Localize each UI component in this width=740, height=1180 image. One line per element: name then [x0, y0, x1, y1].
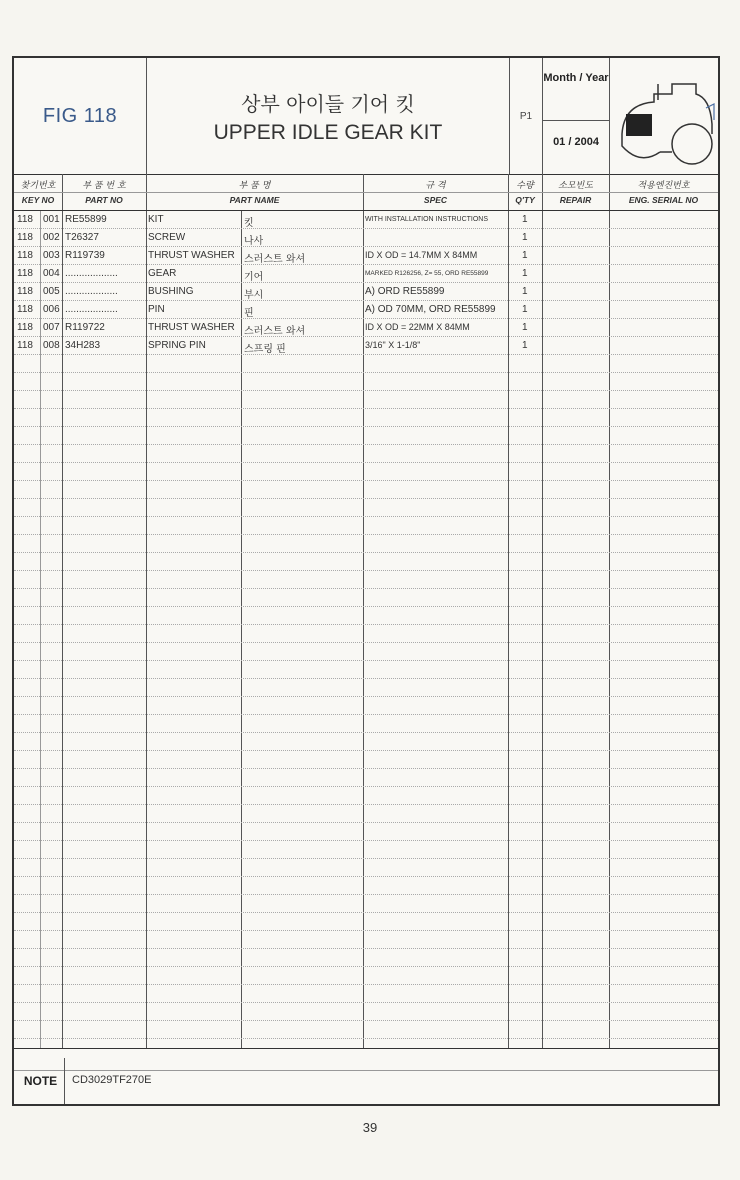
row-rule [14, 804, 718, 805]
row-name-ko: 나사 [244, 236, 264, 247]
col-serial: ENG. SERIAL NO [628, 195, 699, 205]
row-rule [14, 1038, 718, 1039]
row-spec: A) OD 70MM, ORD RE55899 [365, 304, 496, 315]
row-name-ko: 부시 [244, 290, 264, 301]
row-fig: 118 [17, 304, 33, 315]
row-key: 006 [43, 304, 60, 315]
col-spec-ko: 규 격 [425, 181, 446, 191]
row-rule [14, 714, 718, 715]
row-rule [14, 930, 718, 931]
row-name-en: KIT [148, 214, 164, 225]
row-rule [14, 318, 718, 319]
row-rule [14, 984, 718, 985]
row-key: 002 [43, 232, 60, 243]
table-row [14, 301, 718, 319]
row-name-en: THRUST WASHER [148, 322, 235, 333]
col-serial-ko: 적용엔진번호 [637, 181, 690, 191]
row-rule [14, 282, 718, 283]
row-part-no: ................... [65, 268, 118, 279]
table-row [14, 283, 718, 301]
row-rule [14, 264, 718, 265]
row-rule [14, 372, 718, 373]
col-qty: Q'TY [515, 195, 535, 205]
row-fig: 118 [17, 268, 33, 279]
row-rule [14, 642, 718, 643]
row-rule [14, 624, 718, 625]
col-key-no: KEY NO [21, 195, 55, 205]
row-name-ko: 핀 [244, 308, 254, 319]
row-rule [14, 462, 718, 463]
note-value: CD3029TF270E [72, 1074, 152, 1086]
row-rule [14, 516, 718, 517]
row-part-no: R119722 [65, 322, 105, 333]
col-part-no: PART NO [85, 195, 123, 205]
row-key: 008 [43, 340, 60, 351]
col-part-no-ko: 부 품 번 호 [82, 181, 126, 191]
table-row [14, 211, 718, 229]
row-qty: 1 [522, 304, 528, 315]
col-qty-ko: 수량 [516, 181, 534, 191]
row-qty: 1 [522, 286, 528, 297]
row-rule [14, 912, 718, 913]
col-repair-ko: 소모빈도 [558, 181, 593, 191]
title-english: UPPER IDLE GEAR KIT [213, 120, 443, 144]
row-rule [14, 696, 718, 697]
row-qty: 1 [522, 232, 528, 243]
row-fig: 118 [17, 322, 33, 333]
row-fig: 118 [17, 232, 33, 243]
row-fig: 118 [17, 214, 33, 225]
row-spec: WITH INSTALLATION INSTRUCTIONS [365, 216, 489, 223]
row-rule [14, 750, 718, 751]
parts-sheet [12, 56, 720, 1106]
row-rule [14, 534, 718, 535]
table-row [14, 229, 718, 247]
row-rule [14, 228, 718, 229]
table-row [14, 337, 718, 355]
row-name-en: SCREW [148, 232, 186, 243]
col-spec: SPEC [423, 195, 448, 205]
page-number: 39 [362, 1120, 378, 1135]
row-rule [14, 822, 718, 823]
row-name-ko: 스프링 핀 [244, 344, 286, 355]
row-name-en: GEAR [148, 268, 177, 279]
row-rule [14, 426, 718, 427]
month-year-label: Month / Year [543, 72, 609, 84]
row-rule [14, 768, 718, 769]
col-repair: REPAIR [559, 195, 592, 205]
table-row [14, 247, 718, 265]
col-part-name: PART NAME [229, 195, 280, 205]
note-label: NOTE [23, 1074, 58, 1088]
row-rule [14, 480, 718, 481]
row-part-no: R119739 [65, 250, 105, 261]
row-rule [14, 408, 718, 409]
row-key: 007 [43, 322, 60, 333]
figure-number: FIG 118 [42, 104, 118, 127]
row-name-en: BUSHING [148, 286, 194, 297]
row-rule [14, 876, 718, 877]
row-name-ko: 킷 [244, 218, 254, 229]
row-part-no: ................... [65, 304, 118, 315]
row-name-ko: 기어 [244, 272, 264, 283]
row-name-ko: 스러스트 와셔 [244, 326, 306, 337]
tractor-icon [610, 64, 718, 168]
row-part-no: ................... [65, 286, 118, 297]
row-rule [14, 300, 718, 301]
col-part-name-ko: 부 품 명 [238, 181, 271, 191]
row-rule [14, 588, 718, 589]
row-rule [14, 354, 718, 355]
row-rule [14, 786, 718, 787]
row-rule [14, 552, 718, 553]
row-spec: ID X OD = 22MM X 84MM [365, 322, 470, 332]
row-key: 004 [43, 268, 60, 279]
row-name-ko: 스러스트 와셔 [244, 254, 306, 265]
table-row [14, 319, 718, 337]
row-spec: 3/16" X 1-1/8" [365, 340, 421, 350]
row-part-no: RE55899 [65, 214, 107, 225]
row-spec: MARKED R126256, Z= 55, ORD RE55899 [365, 270, 489, 277]
row-rule [14, 246, 718, 247]
row-part-no: T26327 [65, 232, 99, 243]
page-title [147, 58, 509, 174]
table-row [14, 265, 718, 283]
row-name-en: THRUST WASHER [148, 250, 235, 261]
row-rule [14, 1020, 718, 1021]
row-rule [14, 678, 718, 679]
row-rule [14, 390, 718, 391]
row-fig: 118 [17, 286, 33, 297]
row-spec: A) ORD RE55899 [365, 286, 445, 297]
row-rule [14, 948, 718, 949]
row-spec: ID X OD = 14.7MM X 84MM [365, 250, 478, 260]
row-key: 001 [43, 214, 60, 225]
row-key: 005 [43, 286, 60, 297]
row-fig: 118 [17, 250, 33, 261]
row-rule [14, 894, 718, 895]
month-year-value: 01 / 2004 [553, 136, 599, 148]
row-qty: 1 [522, 340, 528, 351]
row-rule [14, 336, 718, 337]
row-qty: 1 [522, 214, 528, 225]
row-rule [14, 606, 718, 607]
row-rule [14, 966, 718, 967]
row-rule [14, 840, 718, 841]
row-qty: 1 [522, 250, 528, 261]
row-name-en: PIN [148, 304, 165, 315]
title-korean: 상부 아이들 기어 킷 [241, 91, 415, 116]
row-rule [14, 1002, 718, 1003]
row-rule [14, 858, 718, 859]
page-code: P1 [519, 110, 533, 122]
row-qty: 1 [522, 322, 528, 333]
col-key-no-ko: 찾기번호 [20, 181, 56, 191]
row-rule [14, 732, 718, 733]
row-part-no: 34H283 [65, 340, 101, 351]
row-name-en: SPRING PIN [148, 340, 206, 351]
row-qty: 1 [522, 268, 528, 279]
row-rule [14, 444, 718, 445]
row-key: 003 [43, 250, 60, 261]
row-rule [14, 570, 718, 571]
row-rule [14, 660, 718, 661]
row-fig: 118 [17, 340, 33, 351]
row-rule [14, 498, 718, 499]
